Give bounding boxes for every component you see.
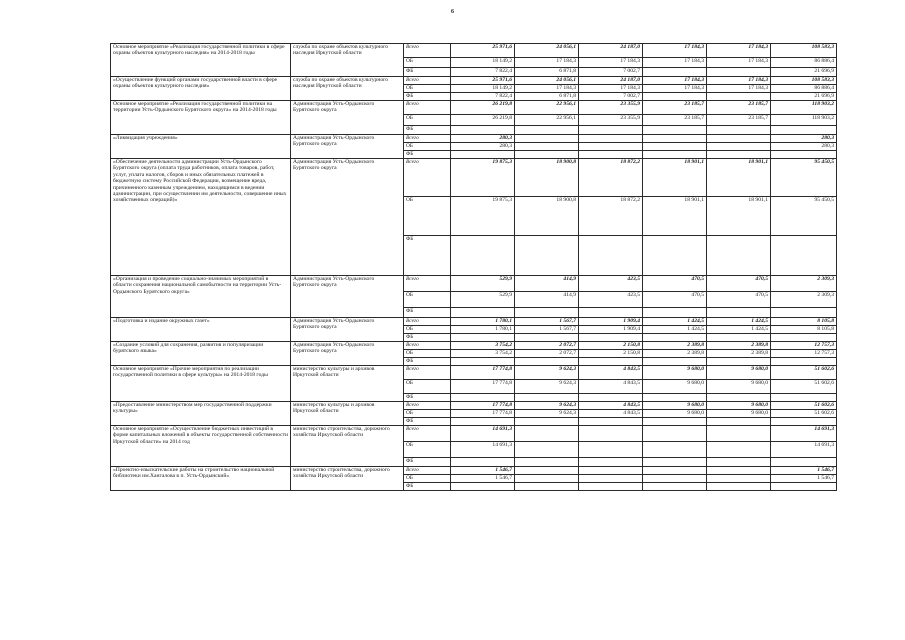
amount-year-cell — [707, 483, 771, 491]
responsible-executor: Администрация Усть-Ордынского Бурятского округа — [291, 342, 404, 366]
amount-year-cell — [579, 418, 643, 426]
amount-year-cell: 18 872,2 — [579, 197, 643, 236]
funding-source: ФБ — [404, 151, 451, 159]
amount-year-cell: 1 567,7 — [515, 318, 579, 326]
amount-total-cell: 118 903,2 — [771, 101, 837, 115]
amount-year-cell: 470,5 — [707, 276, 771, 292]
amount-year-cell — [643, 418, 707, 426]
amount-year-cell: 17 184,3 — [643, 58, 707, 68]
amount-year-cell: 23 185,7 — [643, 101, 707, 115]
amount-year-cell — [643, 236, 707, 276]
funding-source: ФБ — [404, 126, 451, 135]
funding-source: Всего — [404, 135, 451, 143]
amount-year-cell: 24 056,1 — [515, 44, 579, 58]
amount-year-cell: 1 780,1 — [451, 318, 515, 326]
amount-total-cell — [771, 236, 837, 276]
amount-year-cell: 2 389,8 — [643, 350, 707, 358]
amount-year-cell: 24 187,0 — [579, 44, 643, 58]
funding-source: ОБ — [404, 143, 451, 151]
responsible-executor: министерство строительства, дорожного хозяйства Иркутской области — [291, 426, 404, 467]
amount-total-cell: 21 696,9 — [771, 68, 837, 77]
amount-year-cell: 23 185,7 — [707, 101, 771, 115]
amount-total-cell: 280,3 — [771, 143, 837, 151]
amount-year-cell — [643, 126, 707, 135]
amount-year-cell: 2 389,8 — [643, 342, 707, 350]
amount-year-cell: 7 822,4 — [451, 93, 515, 101]
amount-year-cell: 9 624,3 — [515, 410, 579, 418]
amount-year-cell: 1 424,5 — [643, 318, 707, 326]
amount-year-cell: 414,9 — [515, 276, 579, 292]
amount-year-cell: 4 843,5 — [579, 410, 643, 418]
amount-year-cell — [643, 394, 707, 402]
amount-year-cell — [707, 93, 771, 101]
amount-year-cell: 1 567,7 — [515, 326, 579, 334]
amount-total-cell: 108 583,3 — [771, 77, 837, 85]
table-row — [111, 101, 837, 115]
amount-year-cell: 414,9 — [515, 292, 579, 308]
funding-source: ОБ — [404, 475, 451, 483]
amount-total-cell: 108 583,3 — [771, 44, 837, 58]
table-row — [111, 276, 837, 292]
measure-description: «Создание условий для сохранения, развития и популяризации бурятского языка» — [111, 342, 291, 366]
measure-description: Основное мероприятие «Реализация государственной политики в сфере охраны объектов культурного наследия» на 2014-2018 годы — [111, 44, 291, 77]
amount-year-cell: 14 691,3 — [451, 426, 515, 442]
amount-year-cell — [451, 418, 515, 426]
amount-total-cell: 95 450,5 — [771, 197, 837, 236]
amount-year-cell: 280,3 — [451, 143, 515, 151]
amount-year-cell — [707, 442, 771, 458]
amount-year-cell — [707, 467, 771, 475]
responsible-executor: Администрация Усть-Ордынского Бурятского округа — [291, 159, 404, 276]
amount-year-cell: 25 971,6 — [451, 77, 515, 85]
funding-source: ФБ — [404, 236, 451, 276]
amount-year-cell: 2 150,8 — [579, 350, 643, 358]
measure-description: «Обеспечение деятельности администрации Усть-Ордынского Бурятского округа (оплата труда работников, оплата товаров, работ, услуг, уплата налогов, сборов и иных обязательных платежей в бюджетную систему Российской Федерации, возмещение вреда, причиненного казенным учреждением, находящимся в ведении администрации, при осуществлении им деятельности, совершение иных хозяйственных операций)» — [111, 159, 291, 276]
amount-year-cell — [515, 334, 579, 342]
funding-source: Всего — [404, 159, 451, 197]
amount-year-cell: 470,5 — [643, 276, 707, 292]
amount-year-cell — [451, 358, 515, 366]
amount-year-cell — [707, 426, 771, 442]
amount-year-cell — [643, 151, 707, 159]
funding-source: Всего — [404, 318, 451, 326]
amount-year-cell: 9 680,0 — [707, 366, 771, 380]
amount-total-cell — [771, 334, 837, 342]
amount-year-cell: 18 901,1 — [643, 159, 707, 197]
amount-year-cell — [643, 458, 707, 467]
amount-year-cell: 18 900,8 — [515, 159, 579, 197]
amount-year-cell: 7 002,7 — [579, 68, 643, 77]
amount-year-cell: 17 184,3 — [515, 85, 579, 93]
amount-total-cell — [771, 418, 837, 426]
table-row — [111, 467, 837, 475]
amount-total-cell: 280,3 — [771, 135, 837, 143]
amount-year-cell: 17 184,3 — [707, 85, 771, 93]
amount-year-cell: 18 149,2 — [451, 58, 515, 68]
amount-year-cell: 2 072,7 — [515, 342, 579, 350]
measure-description: «Проектно-изыскательские работы на строительство национальной библиотеки им.Хангалова в п. Усть-Ордынский» — [111, 467, 291, 491]
amount-year-cell — [515, 475, 579, 483]
amount-year-cell — [579, 358, 643, 366]
amount-total-cell: 51 602,6 — [771, 366, 837, 380]
amount-year-cell: 23 355,9 — [579, 101, 643, 115]
amount-year-cell — [579, 442, 643, 458]
amount-year-cell — [707, 334, 771, 342]
amount-year-cell — [643, 358, 707, 366]
amount-year-cell: 1 424,5 — [707, 318, 771, 326]
funding-source: ОБ — [404, 292, 451, 308]
amount-year-cell — [707, 143, 771, 151]
measure-description: «Подготовка и издание окружных газет» — [111, 318, 291, 342]
funding-source: ФБ — [404, 358, 451, 366]
measure-description: «Предоставление министерством мер государственной поддержки культуры» — [111, 402, 291, 426]
amount-total-cell: 12 757,3 — [771, 342, 837, 350]
amount-year-cell — [451, 334, 515, 342]
amount-total-cell: 51 602,6 — [771, 380, 837, 394]
amount-year-cell: 18 872,2 — [579, 159, 643, 197]
amount-total-cell: 14 691,3 — [771, 442, 837, 458]
amount-total-cell: 86 886,4 — [771, 58, 837, 68]
amount-year-cell: 26 219,8 — [451, 101, 515, 115]
amount-year-cell — [515, 467, 579, 475]
amount-year-cell: 9 624,3 — [515, 402, 579, 410]
funding-source: ОБ — [404, 380, 451, 394]
amount-year-cell: 3 754,2 — [451, 350, 515, 358]
amount-year-cell — [515, 151, 579, 159]
funding-source: ОБ — [404, 85, 451, 93]
amount-total-cell — [771, 458, 837, 467]
amount-year-cell: 22 956,1 — [515, 115, 579, 126]
funding-source: ФБ — [404, 394, 451, 402]
amount-year-cell — [643, 475, 707, 483]
amount-year-cell: 529,9 — [451, 276, 515, 292]
funding-source: ФБ — [404, 483, 451, 491]
amount-year-cell: 23 185,7 — [643, 115, 707, 126]
amount-year-cell: 17 184,3 — [643, 85, 707, 93]
amount-year-cell: 9 680,0 — [707, 380, 771, 394]
amount-total-cell: 21 696,9 — [771, 93, 837, 101]
measure-description: Основное мероприятие «Прочие мероприятия по реализации государственной политики в сфере культуры» на 2014-2018 годы — [111, 366, 291, 402]
amount-total-cell — [771, 308, 837, 318]
funding-source: Всего — [404, 426, 451, 442]
amount-total-cell: 2 309,3 — [771, 276, 837, 292]
amount-year-cell: 18 900,8 — [515, 197, 579, 236]
amount-year-cell: 1 424,5 — [707, 326, 771, 334]
funding-source: ОБ — [404, 326, 451, 334]
amount-total-cell — [771, 358, 837, 366]
amount-total-cell: 12 757,3 — [771, 350, 837, 358]
amount-year-cell: 1 546,7 — [451, 467, 515, 475]
amount-total-cell: 95 450,5 — [771, 159, 837, 197]
amount-year-cell — [579, 483, 643, 491]
amount-year-cell — [707, 475, 771, 483]
amount-year-cell — [579, 236, 643, 276]
funding-source: ОБ — [404, 350, 451, 358]
amount-year-cell — [515, 143, 579, 151]
page-number: 6 — [451, 9, 454, 15]
amount-year-cell: 4 843,5 — [579, 380, 643, 394]
funding-source: ОБ — [404, 197, 451, 236]
amount-year-cell: 2 389,8 — [707, 342, 771, 350]
amount-year-cell — [643, 334, 707, 342]
amount-total-cell: 14 691,3 — [771, 426, 837, 442]
amount-year-cell — [643, 442, 707, 458]
responsible-executor: служба по охране объектов культурного наследия Иркутской области — [291, 77, 404, 101]
amount-year-cell — [579, 475, 643, 483]
funding-source: Всего — [404, 101, 451, 115]
amount-year-cell: 9 624,3 — [515, 380, 579, 394]
amount-year-cell — [451, 126, 515, 135]
amount-year-cell — [643, 467, 707, 475]
amount-year-cell: 470,5 — [707, 292, 771, 308]
amount-year-cell: 17 774,8 — [451, 366, 515, 380]
amount-year-cell: 17 184,3 — [707, 44, 771, 58]
amount-total-cell — [771, 151, 837, 159]
amount-year-cell — [643, 135, 707, 143]
amount-year-cell: 1 780,1 — [451, 326, 515, 334]
amount-year-cell: 17 774,8 — [451, 410, 515, 418]
amount-year-cell — [451, 458, 515, 467]
amount-year-cell: 9 680,0 — [707, 410, 771, 418]
amount-year-cell: 17 184,3 — [579, 85, 643, 93]
amount-year-cell: 25 971,6 — [451, 44, 515, 58]
amount-year-cell — [515, 358, 579, 366]
amount-year-cell — [579, 458, 643, 467]
amount-year-cell: 17 184,3 — [707, 77, 771, 85]
amount-year-cell: 1 546,7 — [451, 475, 515, 483]
measure-description: Основное мероприятие «Реализация государственной политики на территории Усть-Ордынского Бурятского округа» на 2014-2018 годы — [111, 101, 291, 135]
funding-source: ОБ — [404, 115, 451, 126]
table-row — [111, 318, 837, 326]
funding-source: ФБ — [404, 308, 451, 318]
funding-source: ОБ — [404, 410, 451, 418]
responsible-executor: министерство строительства, дорожного хозяйства Иркутской области — [291, 467, 404, 491]
funding-source: Всего — [404, 342, 451, 350]
amount-year-cell: 17 184,3 — [579, 58, 643, 68]
amount-year-cell: 2 389,8 — [707, 350, 771, 358]
amount-year-cell: 423,5 — [579, 292, 643, 308]
measure-description: Основное мероприятие «Осуществление бюджетных инвестиций в форме капитальных вложений в объекты государственной собственности Иркутской области» на 2014 год — [111, 426, 291, 467]
amount-year-cell — [707, 135, 771, 143]
amount-year-cell — [515, 418, 579, 426]
amount-year-cell — [643, 308, 707, 318]
funding-source: Всего — [404, 77, 451, 85]
amount-total-cell: 86 886,4 — [771, 85, 837, 93]
funding-source: ОБ — [404, 58, 451, 68]
amount-year-cell — [707, 126, 771, 135]
funding-source: Всего — [404, 44, 451, 58]
amount-year-cell — [643, 483, 707, 491]
amount-year-cell: 18 901,1 — [643, 197, 707, 236]
amount-year-cell: 17 184,3 — [515, 58, 579, 68]
amount-year-cell: 9 624,3 — [515, 366, 579, 380]
amount-total-cell: 1 546,7 — [771, 475, 837, 483]
amount-year-cell: 14 691,3 — [451, 442, 515, 458]
amount-year-cell — [579, 334, 643, 342]
amount-year-cell: 17 184,3 — [643, 77, 707, 85]
table-row — [111, 342, 837, 350]
responsible-executor: Администрация Усть-Ордынского Бурятского округа — [291, 101, 404, 135]
amount-year-cell — [515, 126, 579, 135]
amount-year-cell: 3 754,2 — [451, 342, 515, 350]
amount-year-cell — [707, 458, 771, 467]
amount-total-cell: 51 602,6 — [771, 402, 837, 410]
amount-year-cell — [579, 135, 643, 143]
amount-year-cell: 19 875,3 — [451, 197, 515, 236]
amount-year-cell — [579, 394, 643, 402]
amount-year-cell: 9 680,0 — [707, 402, 771, 410]
amount-year-cell: 17 774,8 — [451, 380, 515, 394]
table-row — [111, 77, 837, 85]
amount-year-cell: 23 355,9 — [579, 115, 643, 126]
amount-year-cell: 4 843,5 — [579, 366, 643, 380]
amount-year-cell — [451, 483, 515, 491]
amount-year-cell — [579, 467, 643, 475]
amount-year-cell — [707, 308, 771, 318]
funding-source: ОБ — [404, 442, 451, 458]
budget-table — [110, 43, 837, 491]
amount-year-cell — [707, 151, 771, 159]
amount-year-cell: 9 680,0 — [643, 380, 707, 394]
table-row — [111, 426, 837, 442]
responsible-executor: служба по охране объектов культурного наследия Иркутской области — [291, 44, 404, 77]
amount-year-cell: 18 901,1 — [707, 197, 771, 236]
amount-year-cell — [707, 236, 771, 276]
amount-year-cell — [515, 135, 579, 143]
amount-year-cell: 529,9 — [451, 292, 515, 308]
amount-year-cell — [707, 394, 771, 402]
amount-year-cell: 1 424,5 — [643, 326, 707, 334]
amount-year-cell — [579, 151, 643, 159]
amount-year-cell — [707, 418, 771, 426]
amount-year-cell: 9 680,0 — [643, 410, 707, 418]
funding-source: Всего — [404, 366, 451, 380]
amount-year-cell: 22 956,1 — [515, 101, 579, 115]
amount-year-cell — [515, 442, 579, 458]
responsible-executor: министерство культуры и архивов Иркутской области — [291, 402, 404, 426]
amount-year-cell: 9 680,0 — [643, 366, 707, 380]
amount-year-cell — [451, 151, 515, 159]
amount-year-cell: 6 871,8 — [515, 68, 579, 77]
funding-source: ФБ — [404, 458, 451, 467]
amount-year-cell: 17 774,8 — [451, 402, 515, 410]
amount-year-cell: 18 149,2 — [451, 85, 515, 93]
funding-source: Всего — [404, 402, 451, 410]
amount-total-cell: 51 602,6 — [771, 410, 837, 418]
amount-year-cell: 2 150,8 — [579, 342, 643, 350]
amount-year-cell — [451, 236, 515, 276]
table-row — [111, 159, 837, 197]
amount-year-cell: 6 871,8 — [515, 93, 579, 101]
measure-description: «Ликвидация учреждения» — [111, 135, 291, 159]
amount-total-cell: 1 546,7 — [771, 467, 837, 475]
responsible-executor: Администрация Усть-Ордынского Бурятского округа — [291, 318, 404, 342]
amount-year-cell: 7 822,4 — [451, 68, 515, 77]
amount-year-cell — [707, 358, 771, 366]
amount-year-cell: 4 843,5 — [579, 402, 643, 410]
amount-total-cell: 118 903,2 — [771, 115, 837, 126]
amount-year-cell — [451, 394, 515, 402]
measure-description: «Осуществление функций органами государственной власти в сфере охраны объектов культурного наследия» — [111, 77, 291, 101]
funding-source: ФБ — [404, 68, 451, 77]
amount-year-cell — [643, 143, 707, 151]
amount-year-cell — [643, 93, 707, 101]
responsible-executor: министерство культуры и архивов Иркутской области — [291, 366, 404, 402]
funding-source: Всего — [404, 276, 451, 292]
amount-year-cell: 470,5 — [643, 292, 707, 308]
amount-total-cell: 8 105,8 — [771, 326, 837, 334]
amount-total-cell — [771, 483, 837, 491]
amount-year-cell: 1 909,4 — [579, 326, 643, 334]
amount-year-cell — [515, 483, 579, 491]
amount-year-cell — [643, 426, 707, 442]
responsible-executor: Администрация Усть-Ордынского Бурятского округа — [291, 276, 404, 318]
funding-source: ФБ — [404, 418, 451, 426]
amount-year-cell: 17 184,3 — [643, 44, 707, 58]
amount-year-cell — [643, 68, 707, 77]
table-row — [111, 366, 837, 380]
amount-year-cell — [515, 308, 579, 318]
funding-source: Всего — [404, 467, 451, 475]
amount-year-cell: 24 187,0 — [579, 77, 643, 85]
amount-year-cell — [451, 308, 515, 318]
amount-year-cell: 19 875,3 — [451, 159, 515, 197]
table-row — [111, 135, 837, 143]
responsible-executor: Администрация Усть-Ордынского Бурятского округа — [291, 135, 404, 159]
funding-source: ФБ — [404, 93, 451, 101]
amount-year-cell — [579, 126, 643, 135]
amount-year-cell: 423,5 — [579, 276, 643, 292]
amount-total-cell: 8 105,8 — [771, 318, 837, 326]
amount-total-cell: 2 309,3 — [771, 292, 837, 308]
amount-year-cell: 23 185,7 — [707, 115, 771, 126]
amount-year-cell — [515, 458, 579, 467]
amount-year-cell — [579, 426, 643, 442]
table-row — [111, 402, 837, 410]
amount-year-cell: 1 909,4 — [579, 318, 643, 326]
amount-year-cell: 9 680,0 — [643, 402, 707, 410]
amount-year-cell — [515, 236, 579, 276]
amount-year-cell — [515, 426, 579, 442]
amount-year-cell: 18 901,1 — [707, 159, 771, 197]
amount-year-cell: 280,3 — [451, 135, 515, 143]
funding-source: ФБ — [404, 334, 451, 342]
amount-year-cell: 2 072,7 — [515, 350, 579, 358]
amount-year-cell — [515, 394, 579, 402]
amount-total-cell — [771, 394, 837, 402]
table-row — [111, 44, 837, 58]
amount-year-cell — [579, 143, 643, 151]
amount-year-cell: 24 056,1 — [515, 77, 579, 85]
amount-year-cell: 26 219,8 — [451, 115, 515, 126]
amount-year-cell: 17 184,3 — [707, 58, 771, 68]
amount-year-cell: 7 002,7 — [579, 93, 643, 101]
amount-total-cell — [771, 126, 837, 135]
measure-description: «Организация и проведение социально-значимых мероприятий в области сохранения национальной самобытности на территории Усть-Ордынского Бурятского округа» — [111, 276, 291, 318]
amount-year-cell — [707, 68, 771, 77]
amount-year-cell — [579, 308, 643, 318]
